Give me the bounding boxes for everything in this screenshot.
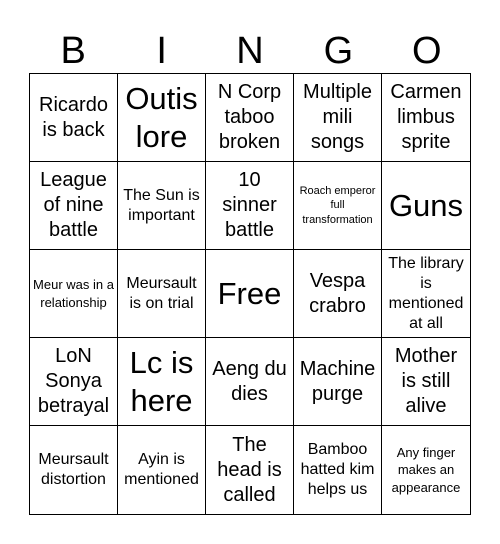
bingo-cell-lon-sonya[interactable]: LoN Sonya betrayal bbox=[30, 338, 118, 426]
bingo-cell-meursault-distortion[interactable]: Meursault distortion bbox=[30, 426, 118, 514]
bingo-board bbox=[29, 73, 471, 515]
bingo-title bbox=[29, 30, 471, 72]
bingo-cell-ayin[interactable]: Ayin is mentioned bbox=[118, 426, 206, 514]
bingo-cell-10-sinner[interactable]: 10 sinner battle bbox=[206, 162, 294, 250]
bingo-cell-ricardo[interactable]: Ricardo is back bbox=[30, 74, 118, 162]
title-letter-n: N bbox=[236, 30, 264, 72]
bingo-cell-mother[interactable]: Mother is still alive bbox=[382, 338, 470, 426]
bingo-cell-vespa[interactable]: Vespa crabro bbox=[294, 250, 382, 338]
bingo-cell-league-of-nine[interactable]: League of nine battle bbox=[30, 162, 118, 250]
title-letter-o: O bbox=[412, 30, 442, 72]
bingo-cell-meur[interactable]: Meur was in a relationship bbox=[30, 250, 118, 338]
bingo-cell-the-head[interactable]: The head is called bbox=[206, 426, 294, 514]
bingo-cell-mili-songs[interactable]: Multiple mili songs bbox=[294, 74, 382, 162]
bingo-cell-bamboo-kim[interactable]: Bamboo hatted kim helps us bbox=[294, 426, 382, 514]
bingo-cell-aeng-du[interactable]: Aeng du dies bbox=[206, 338, 294, 426]
title-letter-b: B bbox=[60, 30, 86, 72]
title-letter-i: I bbox=[156, 30, 167, 72]
bingo-cell-the-sun[interactable]: The Sun is important bbox=[118, 162, 206, 250]
bingo-cell-free[interactable]: Free bbox=[206, 250, 294, 338]
bingo-cell-meursault-trial[interactable]: Meursault is on trial bbox=[118, 250, 206, 338]
bingo-cell-library[interactable]: The library is mentioned at all bbox=[382, 250, 470, 338]
bingo-cell-outis[interactable]: Outis lore bbox=[118, 74, 206, 162]
bingo-cell-n-corp[interactable]: N Corp taboo broken bbox=[206, 74, 294, 162]
bingo-cell-carmen[interactable]: Carmen limbus sprite bbox=[382, 74, 470, 162]
bingo-cell-machine-purge[interactable]: Machine purge bbox=[294, 338, 382, 426]
bingo-cell-guns[interactable]: Guns bbox=[382, 162, 470, 250]
bingo-cell-roach-emperor[interactable]: Roach emperor full transformation bbox=[294, 162, 382, 250]
title-letter-g: G bbox=[323, 30, 354, 72]
bingo-cell-any-finger[interactable]: Any finger makes an appearance bbox=[391, 444, 461, 495]
bingo-cell-lc[interactable]: Lc is here bbox=[118, 338, 206, 426]
